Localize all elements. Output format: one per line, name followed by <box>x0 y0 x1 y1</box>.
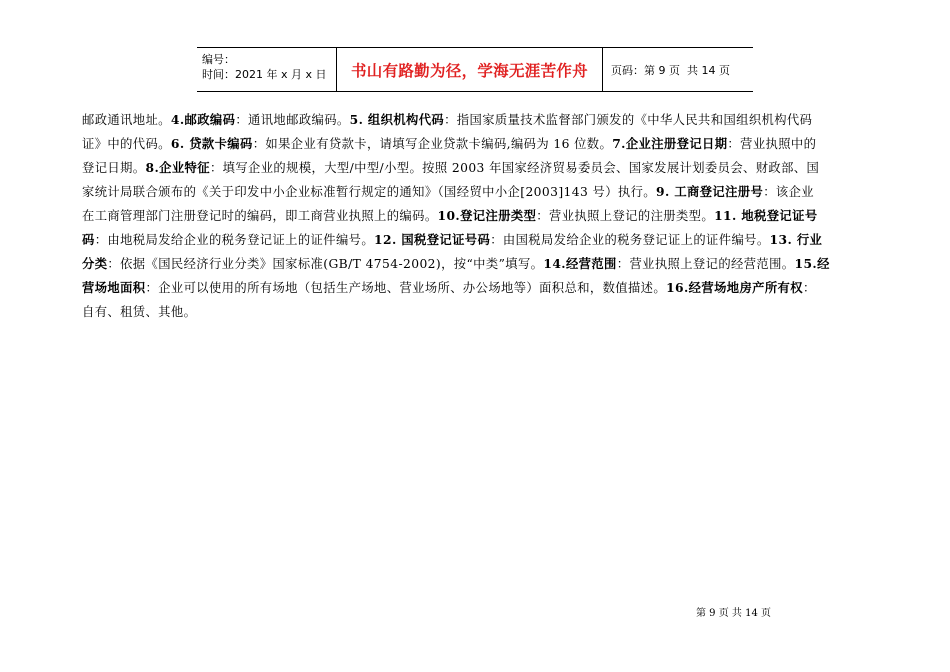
header-meta <box>197 48 337 91</box>
field-title: 码 <box>82 232 95 247</box>
field-title: 4.邮政编码 <box>170 112 236 127</box>
field-title: 7.企业注册登记日期 <box>612 136 728 151</box>
doc-number-label: 编号： <box>202 53 235 66</box>
body-line <box>82 180 867 204</box>
field-description: ：如果企业有贷款卡，请填写企业贷款卡编码,编码为 16 位数。 <box>252 137 613 151</box>
field-description: 家统计局联合颁布的《关于印发中小企业标准暂行规定的通知》（国经贸中小企[2003]143 号）执行。 <box>82 185 656 199</box>
field-description: ：通讯地邮政编码。 <box>235 113 350 127</box>
field-description: ：指国家质量技术监督部门颁发的《中华人民共和国组织机构代码 <box>444 113 813 127</box>
field-title: 13. 行业 <box>769 232 823 247</box>
field-title: 分类 <box>82 256 108 271</box>
field-description: 登记日期。 <box>82 161 146 175</box>
field-description: ：填写企业的规模，大型/中型/小型。按照 2003 年国家经济贸易委员会、国家发展计划委员会、财政部、国 <box>209 161 820 175</box>
field-description: ：企业可以使用的所有场地（包括生产场地、营业场所、办公场地等）面积总和，数值描述。 <box>145 281 667 295</box>
field-description: ：由地税局发给企业的税务登记证上的证件编号。 <box>94 233 375 247</box>
field-title: 12. 国税登记证号码 <box>374 232 491 247</box>
field-title: 6. 贷款卡编码 <box>170 136 253 151</box>
body-paragraph <box>82 108 867 324</box>
page-header <box>197 47 753 92</box>
body-line <box>82 204 867 228</box>
field-title: 14.经营范围 <box>543 256 617 271</box>
field-title: 5. 组织机构代码 <box>349 112 445 127</box>
field-description: 在工商管理部门注册登记时的编码，即工商营业执照上的编码。 <box>82 209 438 223</box>
time-label: 时间：2021 年 x 月 x 日 <box>202 68 327 81</box>
body-line <box>82 108 867 132</box>
field-description: ：依据《国民经济行业分类》国家标准(GB/T 4754-2002)，按“中类”填写。 <box>107 257 544 271</box>
field-description: ：营业执照中的 <box>727 137 817 151</box>
field-title: 10.登记注册类型 <box>437 208 537 223</box>
field-description: 自有、租赁、其他。 <box>82 305 197 319</box>
field-title: 营场地面积 <box>82 280 146 295</box>
field-description: ： <box>802 281 816 295</box>
field-description: 邮政通讯地址。 <box>82 113 171 127</box>
header-page-info <box>603 48 753 91</box>
body-line <box>82 252 867 276</box>
field-title: 16.经营场地房产所有权 <box>666 280 803 295</box>
body-line <box>82 276 867 300</box>
field-description: ：营业执照上登记的注册类型。 <box>536 209 715 223</box>
field-title: 8.企业特征 <box>145 160 210 175</box>
field-description: 证》中的代码。 <box>82 137 171 151</box>
field-description: ：由国税局发给企业的税务登记证上的证件编号。 <box>490 233 770 247</box>
header-motto: 书山有路勤为径，学海无涯苦作舟 <box>337 48 603 91</box>
body-line <box>82 228 867 252</box>
field-title: 11. 地税登记证号 <box>714 208 818 223</box>
body-line <box>82 300 867 324</box>
body-line <box>82 156 867 180</box>
field-description: ：营业执照上登记的经营范围。 <box>616 257 795 271</box>
body-line <box>82 132 867 156</box>
page-footer: 第 9 页 共 14 页 <box>696 608 771 619</box>
field-title: 9. 工商登记注册号 <box>656 184 764 199</box>
field-title: 15.经 <box>794 256 830 271</box>
field-description: ：该企业 <box>763 185 814 199</box>
header-page-label: 页码：第 9 页 共 14 页 <box>611 63 730 77</box>
